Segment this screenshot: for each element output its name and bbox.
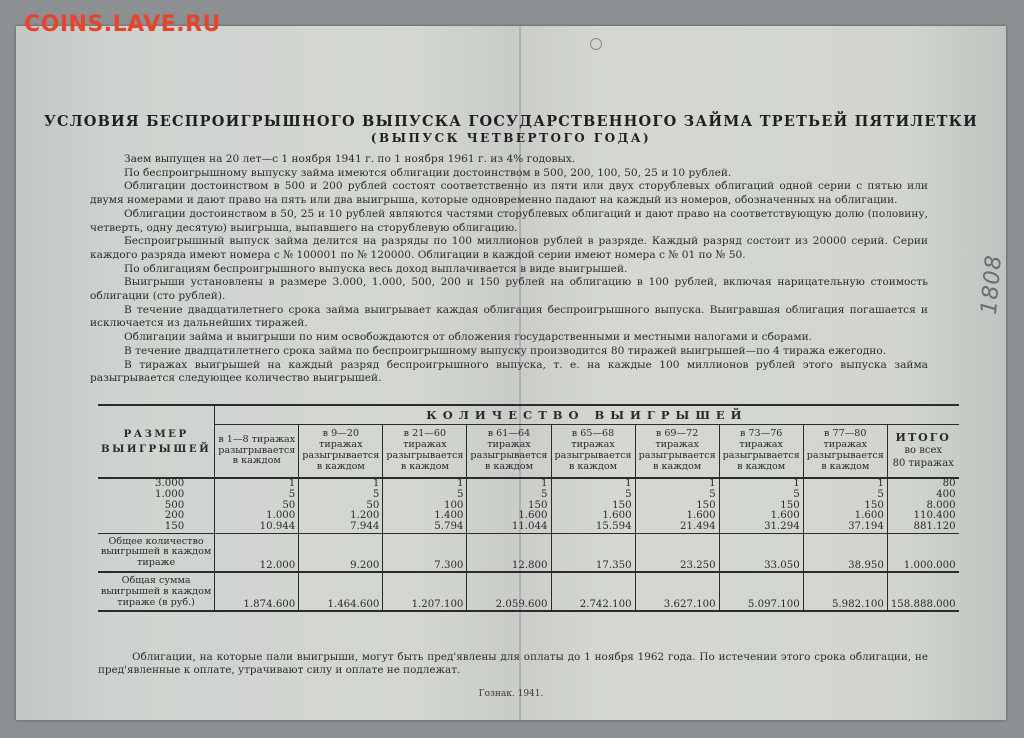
printer-imprint: Гознак. 1941. [478, 689, 544, 699]
table-cell-value: 100 [443, 499, 464, 511]
sum-cell: 1.207.100 [383, 572, 467, 611]
count-total-cell: 1.000.000 [887, 533, 958, 572]
table-cell-value: 1 [793, 478, 800, 489]
table-cell-value: 37.194 [848, 521, 884, 533]
prize-count-cell [803, 478, 887, 533]
count-cell: 7.300 [383, 533, 467, 572]
table-cell-value: 1.600 [854, 510, 884, 522]
table-cell-value: 1.000 [155, 488, 185, 500]
table-cell-value: 5 [877, 488, 884, 500]
draw-range-header: в 1—8 тиражах разыгрывается в каждом [215, 425, 299, 479]
count-cell: 38.950 [803, 533, 887, 572]
prize-total-cell [887, 478, 958, 533]
sum-row [98, 572, 959, 611]
stamp-mark [590, 38, 602, 50]
table-cell-value: 5 [709, 488, 716, 500]
table-cell-value: 5 [456, 488, 464, 500]
prize-count-cell [383, 478, 467, 533]
paragraph: По беспроигрышному выпуску займа имеются облигации достоинством в 500, 200, 100, 50, 25 и 10 рублей. [124, 166, 732, 179]
table-cell-value: 150 [528, 499, 548, 511]
paragraph: Беспроигрышный выпуск займа делится на разряды по 100 миллионов рублей в разряде. Каждый разряд состоит из 20000 серий. Серии каждого разряда имеют номера с № 100001 по № 120000. Облигации в каждой серии имеют номера с № 01 по № 50. [90, 235, 928, 261]
draw-range-header: в 61—64 тиражах разыгрывается в каждом [467, 425, 551, 479]
table-cell-value: 1.600 [518, 510, 548, 522]
table-cell-value: 881.120 [913, 521, 956, 533]
total-header-line: во всех [904, 445, 943, 457]
prize-count-cell [719, 478, 803, 533]
table-cell-value: 7.944 [350, 521, 380, 533]
table-cell-value: 10.944 [259, 521, 296, 533]
table-cell-value: 150 [164, 521, 185, 533]
paragraph: Облигации достоинством в 50, 25 и 10 рублей являются частями сторублевых облигаций и дают право на соответствующую долю (половину, четверть, одну десятую) выигрыша, выпавшего на сторублевую облигацию. [90, 207, 928, 234]
prize-count-cell [635, 478, 719, 533]
count-label: Общее количество выигрышей в каждом тираже [98, 533, 215, 572]
sum-cell: 1.874.600 [215, 572, 299, 611]
table-cell-value: 21.494 [680, 521, 716, 533]
total-header-title: ИТОГО [895, 430, 951, 444]
prize-table [98, 404, 959, 612]
draw-range-header: в 65—68 тиражах разыгрывается в каждом [551, 425, 635, 479]
table-cell-value: 150 [864, 499, 884, 511]
total-header-line: 80 тиражах [892, 457, 954, 469]
sum-cell: 5.982.100 [803, 572, 887, 611]
paragraph: Выигрыши установлены в размере 3.000, 1.000, 500, 200 и 150 рублей на облигацию в 100 рублей, включая нарицательную стоимость облигации (сто рублей). [90, 276, 928, 303]
bond-document [16, 26, 1006, 720]
table-cell-value: 5 [372, 488, 380, 500]
document-title: УСЛОВИЯ БЕСПРОИГРЫШНОГО ВЫПУСКА ГОСУДАРСТВЕННОГО ЗАЙМА ТРЕТЬЕЙ ПЯТИЛЕТКИ [44, 113, 978, 130]
prize-count-header: КОЛИЧЕСТВО ВЫИГРЫШЕЙ [215, 405, 959, 425]
table-cell-value: 5.794 [434, 521, 464, 533]
table-cell-value: 3.000 [155, 478, 185, 489]
total-header [887, 425, 958, 479]
table-cell-value: 15.594 [595, 521, 632, 533]
prize-data-row [98, 478, 959, 533]
paragraph: Облигации займа и выигрыши по ним освобождаются от обложения государственными и местными налогами и сборами. [124, 331, 813, 344]
table-cell-value: 1 [372, 478, 380, 489]
table-cell-value: 1.400 [434, 510, 464, 522]
sum-label: Общая сумма выигрышей в каждом тираже (в руб.) [98, 572, 215, 611]
draw-range-header: в 69—72 тиражах разыгрывается в каждом [635, 425, 719, 479]
count-cell: 17.350 [551, 533, 635, 572]
prize-sizes-cell [98, 478, 215, 533]
paragraph: Заем выпущен на 20 лет—с 1 ноября 1941 г. по 1 ноября 1961 г. из 4% годовых. [124, 153, 576, 165]
table-cell-value: 1.600 [602, 510, 632, 522]
document-subtitle: (ВЫПУСК ЧЕТВЕРТОГО ГОДА) [370, 131, 652, 145]
count-row [98, 533, 959, 572]
count-cell: 23.250 [635, 533, 719, 572]
table-cell-value: 1.600 [686, 510, 716, 522]
table-cell-value: 1.200 [350, 510, 380, 522]
sum-cell: 1.464.600 [299, 572, 383, 611]
table-cell-value: 5 [288, 488, 296, 500]
draw-range-header: в 77—80 тиражах разыгрывается в каждом [803, 425, 887, 479]
prize-count-cell [299, 478, 383, 533]
table-cell-value: 1 [541, 478, 548, 489]
table-cell-value: 1.000 [266, 510, 296, 522]
table-cell-value: 1 [625, 478, 632, 489]
table-cell-value: 1.600 [770, 510, 800, 522]
footnote: Облигации, на которые пали выигрыши, могут быть пред'явлены для оплаты до 1 ноября 1962 года. По истечении этого срока облигации, не пред'явленные к оплате, утрачивают силу и оплате не подлежат. [98, 651, 928, 677]
table-cell-value: 1 [877, 478, 884, 489]
prize-count-cell [551, 478, 635, 533]
table-cell-value: 200 [164, 510, 185, 522]
site-watermark: COINS.LAVE.RU [24, 12, 221, 37]
paragraph: В тиражах выигрышей на каждый разряд беспроигрышного выпуска, т. е. на каждые 100 миллионов рублей этого выпуска займа разыгрывается следующее количество выигрышей. [90, 358, 928, 385]
paragraph: Облигации достоинством в 500 и 200 рублей состоят соответственно из пяти или двух сторублевых облигаций одной серии с пятью или двумя номерами и дают право на пять или два выигрыша, которые одновременно падают на каждый из номеров, обозначенных на облигации. [90, 180, 928, 207]
draw-range-header: в 73—76 тиражах разыгрывается в каждом [719, 425, 803, 479]
count-cell: 12.000 [215, 533, 299, 572]
paragraph: По облигациям беспроигрышного выпуска весь доход выплачивается в виде выигрышей. [124, 262, 628, 275]
prize-count-cell [467, 478, 551, 533]
table-cell-value: 500 [164, 499, 185, 511]
prize-size-header: РАЗМЕР ВЫИГРЫШЕЙ [98, 405, 215, 478]
table-cell-value: 50 [366, 499, 380, 511]
table-cell-value: 400 [936, 488, 956, 500]
count-cell: 33.050 [719, 533, 803, 572]
table-cell-value: 5 [541, 488, 548, 500]
sum-cell: 2.059.600 [467, 572, 551, 611]
table-cell-value: 11.044 [511, 521, 548, 533]
prize-count-cell [215, 478, 299, 533]
table-cell-value: 8.000 [926, 499, 956, 511]
handwritten-note: 1808 [976, 253, 1008, 316]
draw-range-header: в 9—20 тиражах разыгрывается в каждом [299, 425, 383, 479]
table-cell-value: 150 [696, 499, 716, 511]
sum-cell: 2.742.100 [551, 572, 635, 611]
table-cell-value: 1 [456, 478, 464, 489]
sum-cell: 5.097.100 [719, 572, 803, 611]
table-cell-value: 110.400 [913, 510, 956, 522]
count-cell: 9.200 [299, 533, 383, 572]
table-cell-value: 31.294 [764, 521, 800, 533]
sum-cell: 3.627.100 [635, 572, 719, 611]
table-cell-value: 1 [709, 478, 716, 489]
paragraph: В течение двадцатилетнего срока займа выигрывает каждая облигация беспроигрышного выпуска. Выигравшая облигация погашается и исключается из дальнейших тиражей. [90, 303, 928, 330]
paragraph: В течение двадцатилетнего срока займа по беспроигрышному выпуску производится 80 тиражей выигрышей—по 4 тиража ежегодно. [124, 344, 887, 357]
sum-total-cell: 158.888.000 [887, 572, 958, 611]
draw-range-header: в 21—60 тиражах разыгрывается в каждом [383, 425, 467, 479]
table-cell-value: 80 [942, 478, 956, 489]
table-cell-value: 150 [780, 499, 800, 511]
table-cell-value: 1 [288, 478, 296, 489]
table-cell-value: 50 [282, 499, 296, 511]
table-cell-value: 150 [612, 499, 632, 511]
table-cell-value: 5 [793, 488, 800, 500]
table-cell-value: 5 [625, 488, 632, 500]
count-cell: 12.800 [467, 533, 551, 572]
conditions-text [90, 153, 928, 386]
